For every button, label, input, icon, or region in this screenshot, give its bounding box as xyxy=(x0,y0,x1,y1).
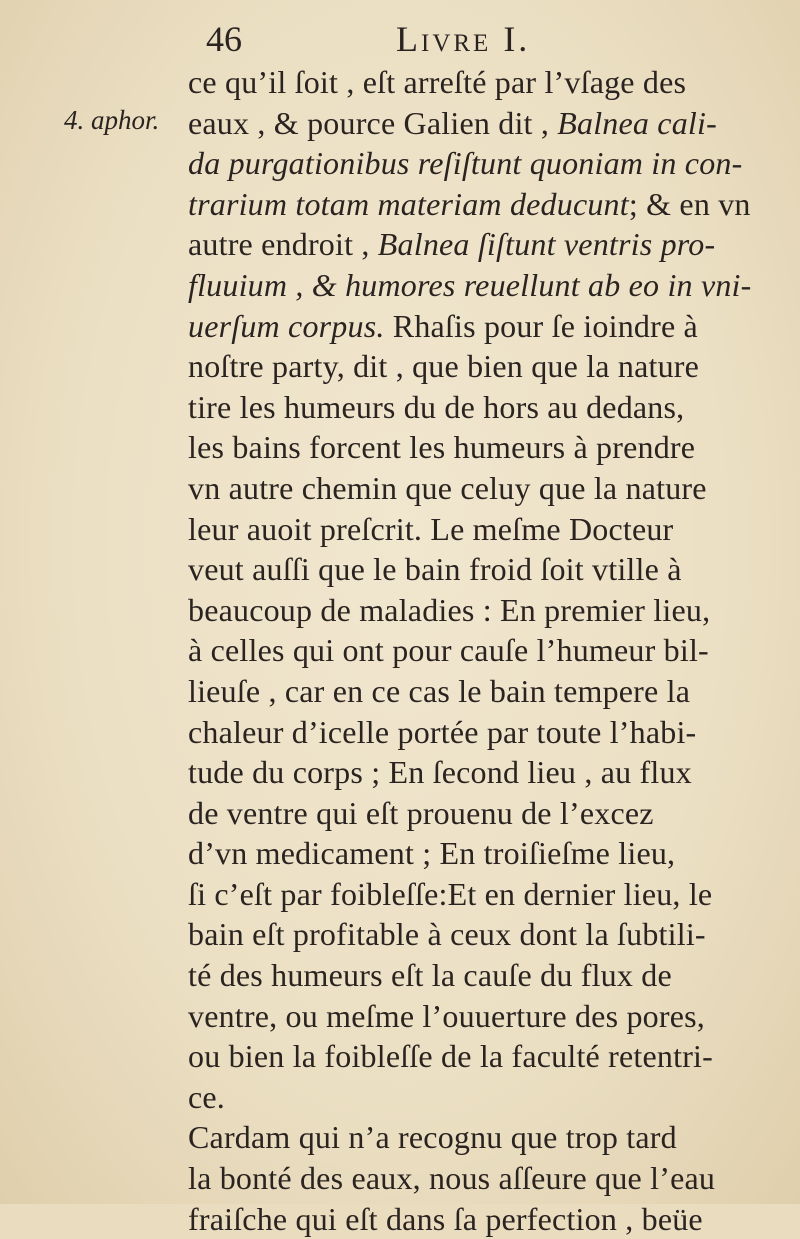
text-segment: ; & en vn xyxy=(628,185,751,222)
text-segment: fraiſche qui eſt dans ſa perfection , beüe xyxy=(188,1200,703,1237)
text-line xyxy=(188,143,768,184)
text-line xyxy=(188,752,768,793)
text-segment: beaucoup de maladies : En premier lieu, xyxy=(188,591,711,628)
text-line xyxy=(188,996,768,1037)
text-segment: vn autre chemin que celuy que la nature xyxy=(188,469,707,506)
text-line xyxy=(188,833,768,874)
text-segment: chaleur d’icelle portée par toute l’habi- xyxy=(188,713,697,750)
text-line xyxy=(188,346,768,387)
text-line xyxy=(188,671,768,712)
text-segment: bain eſt profitable à ceux dont la ſubtili- xyxy=(188,916,706,953)
latin-quote: uerſum corpus. xyxy=(188,307,385,344)
latin-quote: trarium totam materiam deducunt xyxy=(188,185,629,222)
running-head: Livre I. xyxy=(396,19,531,59)
body-text xyxy=(188,62,768,1239)
text-segment: tire les humeurs du de hors au dedans, xyxy=(188,388,685,425)
text-segment: té des humeurs eſt la cauſe du flux de xyxy=(188,957,672,994)
text-segment: les bains forcent les humeurs à prendre xyxy=(188,429,696,466)
text-segment: d’vn medicament ; En troiſieſme lieu, xyxy=(188,835,676,872)
text-segment: ſi c’eſt par foibleſſe:Et en dernier lieu, le xyxy=(188,875,713,912)
text-line xyxy=(188,468,768,509)
text-line xyxy=(188,224,768,265)
text-line xyxy=(188,1077,768,1118)
latin-quote: fluuium , & humores reuellunt ab eo in vni- xyxy=(188,266,752,303)
text-segment: la bonté des eaux, nous aſſeure que l’eau xyxy=(188,1160,716,1197)
latin-quote: Balnea ſiſtunt ventris pro- xyxy=(377,226,716,263)
text-segment: autre endroit , xyxy=(188,226,378,263)
text-line xyxy=(188,874,768,915)
page-number: 46 xyxy=(206,19,242,59)
text-segment: ou bien la foibleſſe de la faculté retentri- xyxy=(188,1038,714,1075)
text-line xyxy=(188,103,768,144)
text-segment: leur auoit preſcrit. Le meſme Docteur xyxy=(188,510,674,547)
text-line xyxy=(188,793,768,834)
text-segment: à celles qui ont pour cauſe l’humeur bil- xyxy=(188,632,709,669)
text-segment: eaux , & pource Galien dit , xyxy=(188,104,558,141)
text-segment: lieuſe , car en ce cas le bain tempere la xyxy=(188,672,691,709)
text-line xyxy=(188,1117,768,1158)
text-segment: de ventre qui eſt prouenu de l’excez xyxy=(188,794,654,831)
text-segment: tude du corps ; En ſecond lieu , au flux xyxy=(188,754,692,791)
text-line xyxy=(188,955,768,996)
latin-quote: Balnea cali- xyxy=(557,104,717,141)
text-line xyxy=(188,1158,768,1199)
margin-note: 4. aphor. xyxy=(64,105,160,135)
text-line xyxy=(188,590,768,631)
text-segment: ce. xyxy=(188,1078,226,1115)
text-line xyxy=(188,549,768,590)
text-line xyxy=(188,306,768,347)
page-header xyxy=(200,14,760,64)
text-segment: ce qu’il ſoit , eſt arreſté par l’vſage des xyxy=(188,64,687,100)
text-segment: Rhaſis pour ſe ioindre à xyxy=(384,307,698,344)
text-line xyxy=(188,509,768,550)
text-line xyxy=(188,1199,768,1239)
latin-quote: da purgationibus reſiſtunt quoniam in con- xyxy=(188,145,743,182)
text-segment: ventre, ou meſme l’ouuerture des pores, xyxy=(188,997,705,1034)
text-line xyxy=(188,914,768,955)
text-line xyxy=(188,1036,768,1077)
text-segment: veut auſſi que le bain froid ſoit vtille à xyxy=(188,551,682,588)
text-line xyxy=(188,184,768,225)
text-segment: Cardam qui n’a recognu que trop tard xyxy=(188,1119,677,1156)
text-segment: noſtre party, dit , que bien que la nature xyxy=(188,348,700,385)
text-line xyxy=(188,630,768,671)
text-line xyxy=(188,712,768,753)
text-line xyxy=(188,265,768,306)
text-line xyxy=(188,387,768,428)
text-line xyxy=(188,427,768,468)
text-line xyxy=(188,62,768,103)
